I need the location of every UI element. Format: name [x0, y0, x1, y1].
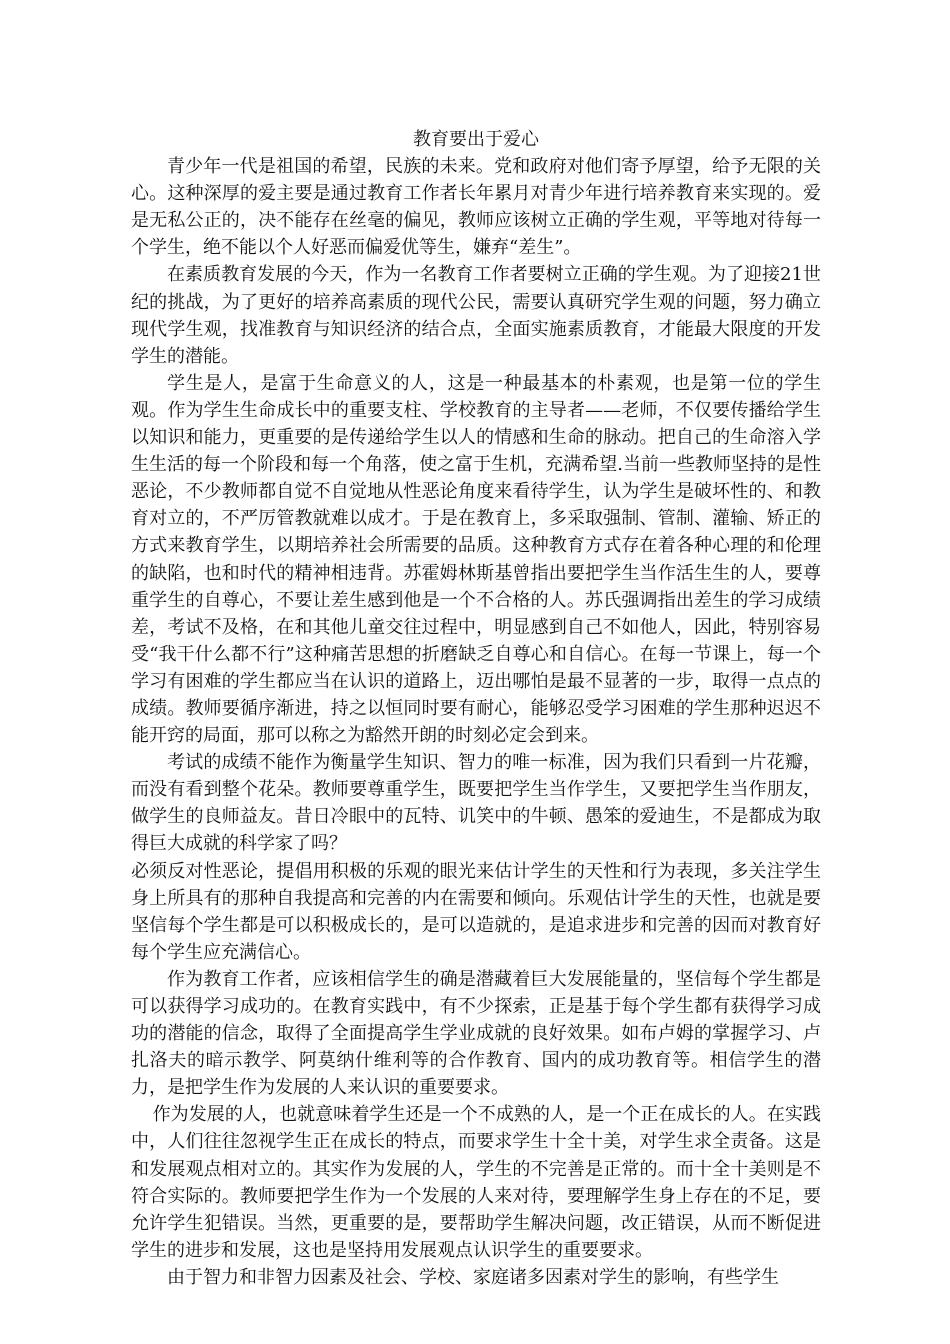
paragraph-7: 作为发展的人，也就意味着学生还是一个不成熟的人，是一个正在成长的人。在实践中，人们往往忽视学生正在成长的特点，而要求学生十全十美，对学生求全责备。这是和发展观点相对立的。其实作为发展的人，学生的不完善是正常的。而十全十美则是不符合实际的。教师要把学生作为一个发展的人来对待，要理解学生身上存在的不足，要允许学生犯错误。当然，更重要的是，要帮助学生解决问题，改正错误，从而不断促进学生的进步和发展，这也是坚持用发展观点认识学生的重要要求。 — [131, 1104, 821, 1261]
paragraph-2: 在素质教育发展的今天，作为一名教育工作者要树立正确的学生观。为了迎接21世纪的挑战，为了更好的培养高素质的现代公民，需要认真研究学生观的问题，努力确立现代学生观，找准教育与知识经济的结合点，全面实施素质教育，才能最大限度的开发学生的潜能。 — [131, 264, 821, 367]
document-title: 教育要出于爱心 — [413, 129, 539, 150]
paragraph-8: 由于智力和非智力因素及社会、学校、家庭诸多因素对学生的影响，有些学生 — [167, 1266, 779, 1288]
paragraph-1: 青少年一代是祖国的希望，民族的未来。党和政府对他们寄予厚望，给予无限的关心。这种深厚的爱主要是通过教育工作者长年累月对青少年进行培养教育来实现的。爱是无私公正的，决不能存在丝毫的偏见，教师应该树立正确的学生观，平等地对待每一个学生，绝不能以个人好恶而偏爱优等生，嫌弃“差生”。 — [131, 156, 821, 259]
paragraph-4: 考试的成绩不能作为衡量学生知识、智力的唯一标准，因为我们只看到一片花瓣，而没有看到整个花朵。教师要尊重学生，既要把学生当作学生，又要把学生当作朋友，做学生的良师益友。昔日冷眼中的瓦特、讥笑中的牛顿、愚笨的爱迪生，不是都成为取得巨大成就的科学家了吗？ — [131, 752, 821, 855]
document-body — [131, 126, 821, 1291]
paragraph-3: 学生是人，是富于生命意义的人，这是一种最基本的朴素观，也是第一位的学生观。作为学生生命成长中的重要支柱、学校教育的主导者——老师，不仅要传播给学生以知识和能力，更重要的是传递给学生以人的情感和生命的脉动。把自己的生命溶入学生生活的每一个阶段和每一个角落，使之富于生机，充满希望.当前一些教师坚持的是性恶论，不少教师都自觉不自觉地从性恶论角度来看待学生，认为学生是破坏性的、和教育对立的，不严厉管教就难以成才。于是在教育上，多采取强制、管制、灌输、矫正的方式来教育学生，以期培养社会所需要的品质。这种教育方式存在着各种心理的和伦理的缺陷，也和时代的精神相违背。苏霍姆林斯基曾指出要把学生当作活生生的人，要尊重学生的自尊心，不要让差生感到他是一个不合格的人。苏氏强调指出差生的学习成绩差，考试不及格，在和其他儿童交往过程中，明显感到自己不如他人，因此，特别容易受“我干什么都不行”这种痛苦思想的折磨缺乏自尊心和自信心。在每一节课上，每一个学习有困难的学生都应当在认识的道路上，迈出哪怕是最不显著的一步，取得一点点的成绩。教师要循序渐进，持之以恒同时要有耐心，能够忍受学习困难的学生那种迟迟不能开窍的局面，那可以称之为豁然开朗的时刻必定会到来。 — [131, 372, 821, 747]
paragraph-5: 必须反对性恶论，提倡用积极的乐观的眼光来估计学生的天性和行为表现，多关注学生身上所具有的那种自我提高和完善的内在需要和倾向。乐观估计学生的天性，也就是要坚信每个学生都是可以积极成长的，是可以造就的，是追求进步和完善的因而对教育好每个学生应充满信心。 — [131, 860, 821, 963]
paragraph-6: 作为教育工作者，应该相信学生的确是潜藏着巨大发展能量的，坚信每个学生都是可以获得学习成功的。在教育实践中，有不少探索，正是基于每个学生都有获得学习成功的潜能的信念，取得了全面提高学生学业成就的良好效果。如布卢姆的掌握学习、卢扎洛夫的暗示教学、阿莫纳什维利等的合作教育、国内的成功教育等。相信学生的潜力，是把学生作为发展的人来认识的重要要求。 — [131, 968, 821, 1099]
